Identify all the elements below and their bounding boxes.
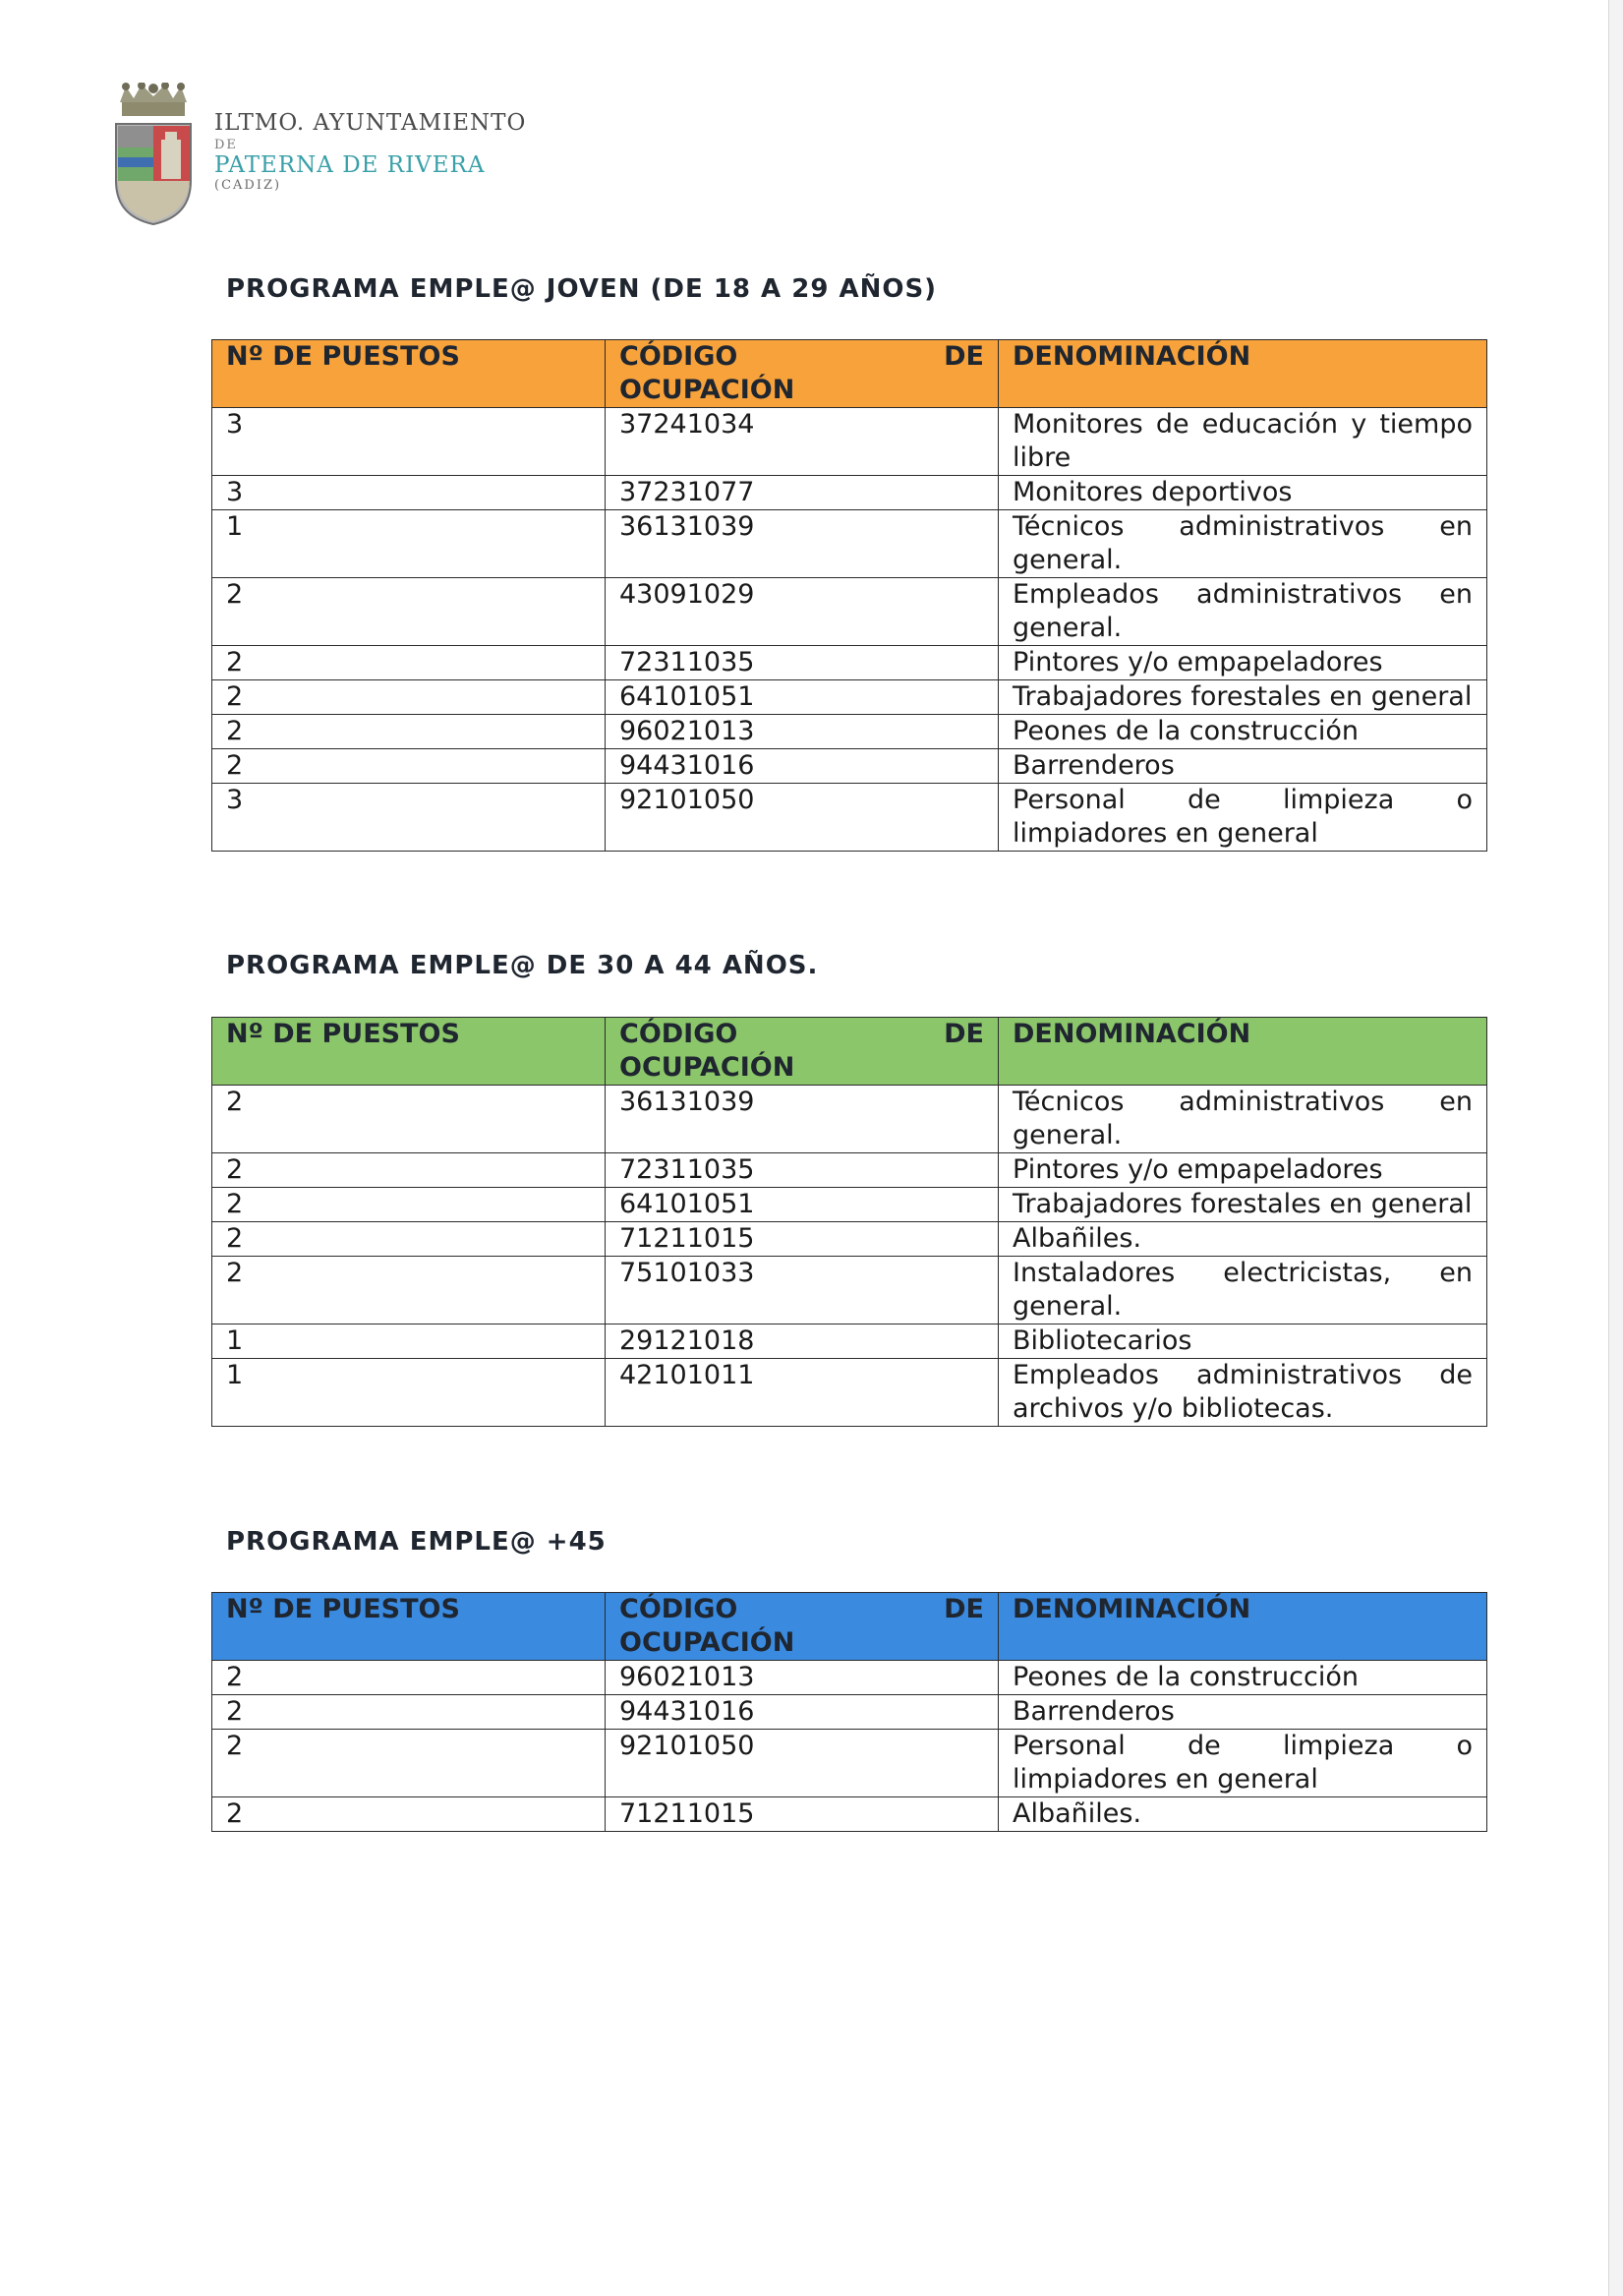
col-header-codigo-w2: DE (944, 341, 984, 372)
col-header-denominacion: DENOMINACIÓN (999, 1018, 1487, 1086)
cell-codigo: 43091029 (606, 578, 999, 646)
cell-denominacion: Peones de la construcción (999, 1661, 1487, 1695)
cell-puestos: 2 (212, 1257, 606, 1325)
cell-puestos: 2 (212, 1222, 606, 1257)
table-row (212, 510, 1487, 578)
cell-codigo: 29121018 (606, 1325, 999, 1359)
table-row (212, 1188, 1487, 1222)
col-header-codigo-w2: DE (944, 1594, 984, 1624)
cell-codigo: 94431016 (606, 749, 999, 784)
table-row (212, 1730, 1487, 1797)
cell-denominacion: Personal de limpieza o limpiadores en general (999, 1730, 1487, 1797)
cell-denominacion: Pintores y/o empapeladores (999, 646, 1487, 680)
cell-puestos: 1 (212, 510, 606, 578)
col-header-codigo (606, 340, 999, 408)
cell-codigo: 36131039 (606, 1086, 999, 1153)
cell-puestos: 1 (212, 1325, 606, 1359)
cell-codigo: 64101051 (606, 680, 999, 715)
table-row (212, 1222, 1487, 1257)
cell-denominacion: Monitores de educación y tiempo libre (999, 408, 1487, 476)
cell-denominacion: Peones de la construcción (999, 715, 1487, 749)
table-header-row (212, 340, 1487, 408)
table-row (212, 476, 1487, 510)
organization-name (214, 110, 526, 193)
col-header-codigo-w3: OCUPACIÓN (619, 1627, 795, 1658)
table-joven (211, 339, 1487, 852)
cell-puestos: 2 (212, 1661, 606, 1695)
cell-puestos: 2 (212, 1695, 606, 1730)
col-header-codigo-w3: OCUPACIÓN (619, 375, 795, 405)
cell-denominacion: Trabajadores forestales en general (999, 1188, 1487, 1222)
cell-codigo: 96021013 (606, 1661, 999, 1695)
cell-denominacion: Personal de limpieza o limpiadores en general (999, 784, 1487, 852)
table-row (212, 1325, 1487, 1359)
table-header-row (212, 1593, 1487, 1661)
col-header-codigo (606, 1018, 999, 1086)
cell-codigo: 94431016 (606, 1695, 999, 1730)
col-header-denominacion: DENOMINACIÓN (999, 1593, 1487, 1661)
cell-codigo: 36131039 (606, 510, 999, 578)
cell-puestos: 2 (212, 1730, 606, 1797)
org-line-1: ILTMO. AYUNTAMIENTO (214, 110, 527, 136)
cell-denominacion: Trabajadores forestales en general (999, 680, 1487, 715)
cell-denominacion: Monitores deportivos (999, 476, 1487, 510)
cell-codigo: 75101033 (606, 1257, 999, 1325)
cell-codigo: 37241034 (606, 408, 999, 476)
cell-denominacion: Técnicos administrativos en general. (999, 1086, 1487, 1153)
col-header-codigo-w2: DE (944, 1019, 984, 1049)
cell-puestos: 3 (212, 408, 606, 476)
table-row (212, 1153, 1487, 1188)
col-header-puestos: Nº DE PUESTOS (212, 340, 606, 408)
page-edge (1608, 0, 1623, 2296)
table-header-row (212, 1018, 1487, 1086)
table-row (212, 1086, 1487, 1153)
cell-denominacion: Empleados administrativos de archivos y/o bibliotecas. (999, 1359, 1487, 1427)
cell-denominacion: Instaladores electricistas, en general. (999, 1257, 1487, 1325)
letterhead (112, 83, 604, 230)
table-45 (211, 1592, 1487, 1832)
cell-puestos: 2 (212, 578, 606, 646)
cell-puestos: 2 (212, 715, 606, 749)
coat-of-arms-icon (112, 83, 195, 225)
cell-puestos: 2 (212, 1086, 606, 1153)
table-row (212, 578, 1487, 646)
table-row (212, 1797, 1487, 1832)
table-row (212, 408, 1487, 476)
org-line-4: (CADIZ) (214, 178, 282, 193)
org-line-3: PATERNA DE RIVERA (214, 152, 486, 178)
cell-denominacion: Técnicos administrativos en general. (999, 510, 1487, 578)
cell-codigo: 42101011 (606, 1359, 999, 1427)
section-title-joven: PROGRAMA EMPLE@ JOVEN (DE 18 A 29 AÑOS) (226, 274, 938, 304)
cell-puestos: 2 (212, 646, 606, 680)
cell-puestos: 1 (212, 1359, 606, 1427)
table-row (212, 1695, 1487, 1730)
cell-denominacion: Empleados administrativos en general. (999, 578, 1487, 646)
cell-denominacion: Pintores y/o empapeladores (999, 1153, 1487, 1188)
org-line-2: DE (214, 138, 238, 152)
col-header-puestos: Nº DE PUESTOS (212, 1018, 606, 1086)
cell-puestos: 2 (212, 680, 606, 715)
cell-codigo: 37231077 (606, 476, 999, 510)
cell-puestos: 3 (212, 784, 606, 852)
cell-codigo: 96021013 (606, 715, 999, 749)
cell-codigo: 72311035 (606, 1153, 999, 1188)
table-30-44 (211, 1017, 1487, 1427)
table-row (212, 715, 1487, 749)
col-header-codigo-w1: CÓDIGO (619, 1594, 738, 1624)
cell-codigo: 92101050 (606, 1730, 999, 1797)
table-row (212, 749, 1487, 784)
table-row (212, 1661, 1487, 1695)
col-header-codigo-w1: CÓDIGO (619, 341, 738, 372)
col-header-puestos: Nº DE PUESTOS (212, 1593, 606, 1661)
cell-puestos: 2 (212, 1153, 606, 1188)
cell-puestos: 2 (212, 1797, 606, 1832)
col-header-codigo (606, 1593, 999, 1661)
table-row (212, 1359, 1487, 1427)
cell-codigo: 92101050 (606, 784, 999, 852)
cell-codigo: 72311035 (606, 646, 999, 680)
cell-denominacion: Barrenderos (999, 1695, 1487, 1730)
col-header-codigo-w3: OCUPACIÓN (619, 1052, 795, 1083)
cell-codigo: 71211015 (606, 1797, 999, 1832)
cell-denominacion: Albañiles. (999, 1797, 1487, 1832)
cell-codigo: 64101051 (606, 1188, 999, 1222)
table-row (212, 1257, 1487, 1325)
section-title-30-44: PROGRAMA EMPLE@ DE 30 A 44 AÑOS. (226, 951, 819, 980)
cell-puestos: 2 (212, 749, 606, 784)
cell-denominacion: Bibliotecarios (999, 1325, 1487, 1359)
cell-puestos: 2 (212, 1188, 606, 1222)
cell-denominacion: Albañiles. (999, 1222, 1487, 1257)
col-header-denominacion: DENOMINACIÓN (999, 340, 1487, 408)
section-title-45: PROGRAMA EMPLE@ +45 (226, 1527, 607, 1557)
table-row (212, 646, 1487, 680)
cell-denominacion: Barrenderos (999, 749, 1487, 784)
table-row (212, 680, 1487, 715)
table-row (212, 784, 1487, 852)
cell-puestos: 3 (212, 476, 606, 510)
cell-codigo: 71211015 (606, 1222, 999, 1257)
col-header-codigo-w1: CÓDIGO (619, 1019, 738, 1049)
